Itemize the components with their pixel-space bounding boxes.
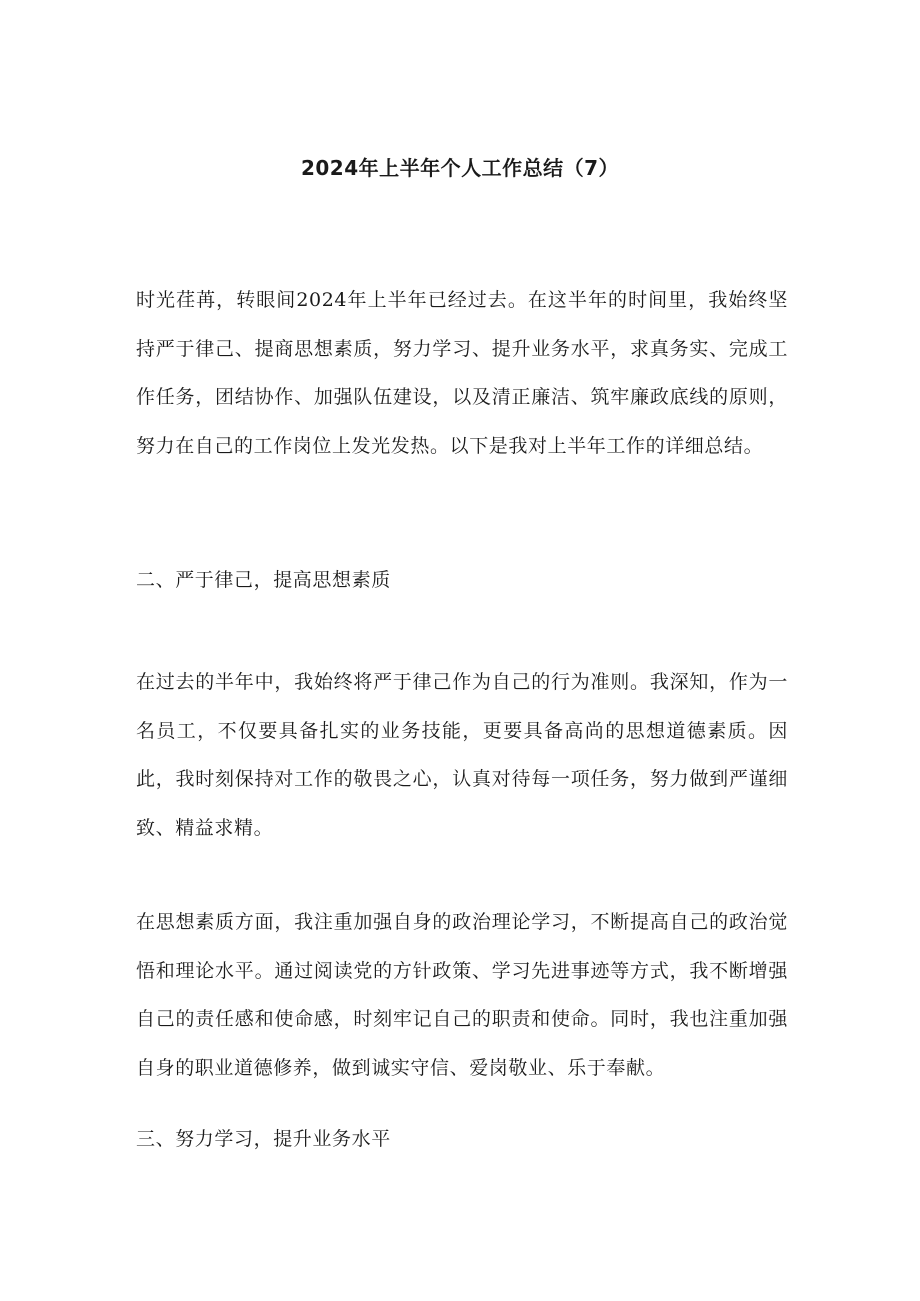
- section-2-paragraph-2: 在思想素质方面，我注重加强自身的政治理论学习，不断提高自己的政治觉悟和理论水平。通过阅读党的方针政策、学习先进事迹等方式，我不断增强自己的责任感和使命感，时刻牢记自己的职责和使命。同时，我也注重加强自身的职业道德修养，做到诚实守信、爱岗敬业、乐于奉献。: [136, 911, 788, 1079]
- document-title: 2024年上半年个人工作总结（7）: [300, 156, 620, 180]
- section-heading-2: 二、严于律己，提高思想素质: [136, 569, 391, 591]
- section-heading-3: 三、努力学习，提升业务水平: [136, 1128, 391, 1150]
- section-2-paragraph-1: 在过去的半年中，我始终将严于律己作为自己的行为准则。我深知，作为一名员工，不仅要具备扎实的业务技能，更要具备高尚的思想道德素质。因此，我时刻保持对工作的敬畏之心，认真对待每一项任务，努力做到严谨细致、精益求精。: [136, 671, 788, 839]
- intro-paragraph: 时光荏苒，转眼间2024年上半年已经过去。在这半年的时间里，我始终坚持严于律己、提商思想素质，努力学习、提升业务水平，求真务实、完成工作任务，团结协作、加强队伍建设，以及清正廉洁、筑牢廉政底线的原则，努力在自己的工作岗位上发光发热。以下是我对上半年工作的详细总结。: [136, 289, 788, 457]
